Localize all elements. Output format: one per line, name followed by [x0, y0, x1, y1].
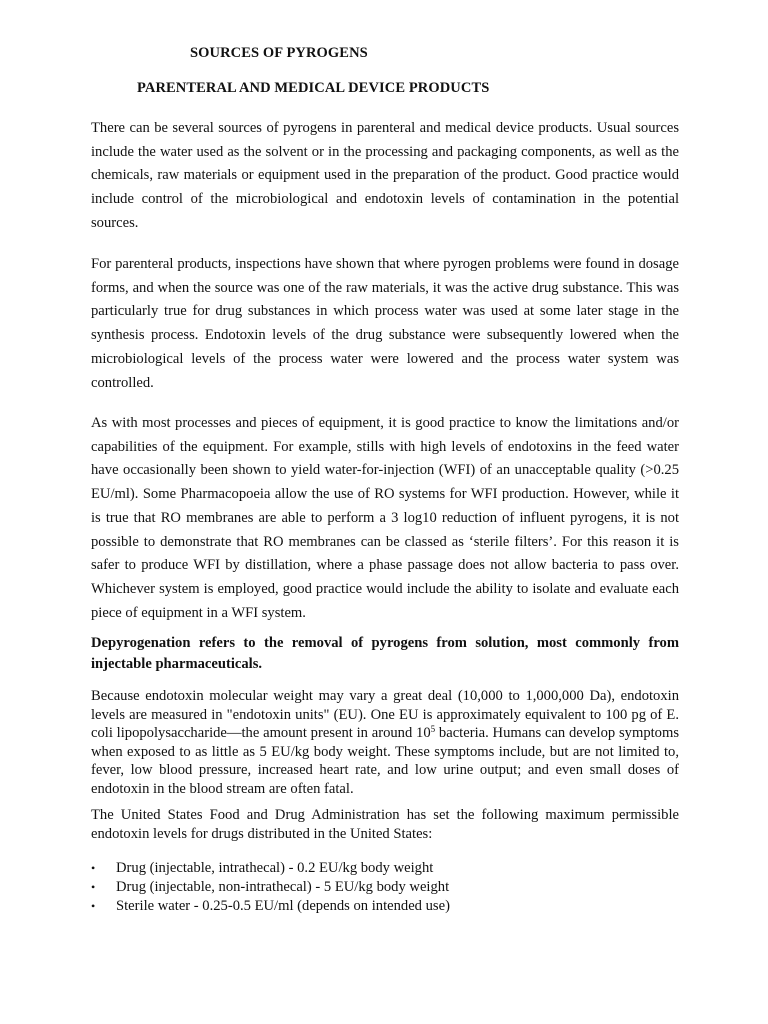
document-subtitle: PARENTERAL AND MEDICAL DEVICE PRODUCTS [137, 80, 490, 96]
endotoxin-text-end: bacteria. Humans can develop symptoms when exposed to as little as 5 EU/kg body weight. These symptoms include, but are not limited to, fever, low blood pressure, increased heart rate, and low urine output; and even small doses of endotoxin in the blood stream are often fatal. [91, 725, 679, 797]
depyrogenation-heading: Depyrogenation refers to the removal of pyrogens from solution, most commonly from injectable pharmaceuticals. [91, 635, 679, 672]
exponent-superscript: 5 [430, 724, 436, 735]
bullet-icon: • [91, 861, 96, 875]
paragraph-endotoxin-units [91, 687, 679, 799]
list-item-text: Drug (injectable, intrathecal) - 0.2 EU/kg body weight [116, 860, 434, 876]
paragraph-fda-limits: The United States Food and Drug Administration has set the following maximum permissible endotoxin levels for drugs distributed in the United States: [91, 807, 679, 842]
list-item-text: Sterile water - 0.25-0.5 EU/ml (depends on intended use) [116, 898, 450, 914]
list-item [91, 859, 679, 878]
paragraph-sources: There can be several sources of pyrogens in parenteral and medical device products. Usual sources include the water used as the solvent or in the processing and packaging components, as well as the chemicals, raw materials or equipment used in the preparation of the product. Good practice would include control of the microbiological and endotoxin levels of contamination in the potential sources. [91, 120, 679, 231]
list-item [91, 878, 679, 897]
bullet-icon: • [91, 899, 96, 913]
bullet-icon: • [91, 880, 96, 894]
list-item [91, 897, 679, 916]
paragraph-parenteral-products: For parenteral products, inspections have shown that where pyrogen problems were found in dosage forms, and when the source was one of the raw materials, it was the active drug substance. This was particularly true for drug substances in which process water was used at some later stage in the synthesis process. Endotoxin levels of the drug substance were subsequently lowered when the microbiological levels of the process water were lowered and the process water system was controlled. [91, 256, 679, 391]
paragraph-equipment: As with most processes and pieces of equipment, it is good practice to know the limitations and/or capabilities of the equipment. For example, stills with high levels of endotoxins in the feed water have occasionally been shown to yield water-for-injection (WFI) of an unacceptable quality (>0.25 EU/ml). Some Pharmacopoeia allow the use of RO systems for WFI production. However, while it is true that RO membranes are able to perform a 3 log10 reduction of influent pyrogens, it is not possible to demonstrate that RO membranes can be classed as ‘sterile filters’. For this reason it is safer to produce WFI by distillation, where a phase passage does not allow bacteria to pass over. Whichever system is employed, good practice would include the ability to isolate and evaluate each piece of equipment in a WFI system. [91, 415, 679, 621]
endotoxin-limits-list [91, 859, 679, 916]
list-item-text: Drug (injectable, non-intrathecal) - 5 EU/kg body weight [116, 879, 450, 895]
endotoxin-text-start: Because endotoxin molecular weight may vary a great deal (10,000 to 1,000,000 Da), endotoxin levels are measured in "endotoxin units" (EU). One EU is approximately equivalent to 100 pg of E. coli lipopolysaccharide—the amount present in around 10 [91, 688, 679, 742]
document-title: SOURCES OF PYROGENS [190, 45, 368, 61]
